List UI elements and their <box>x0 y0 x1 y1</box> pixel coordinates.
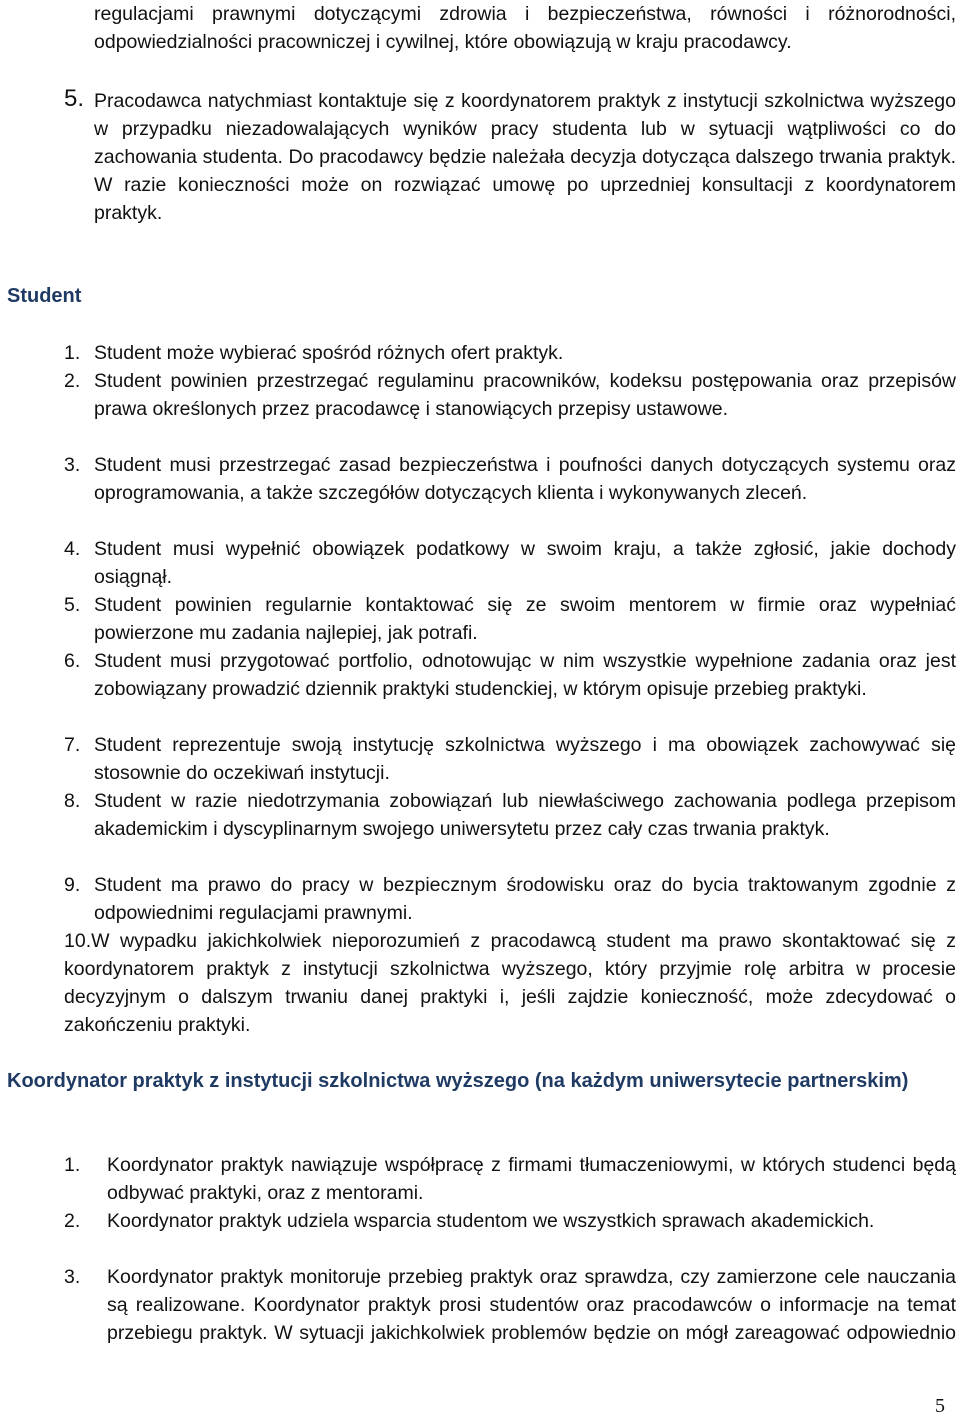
list-item-text: W wypadku jakichkolwiek nieporozumień z pracodawcą student ma prawo skontaktować się z koordynatorem praktyk z instytucji szkolnictwa wyższego, który przyjmie rolę arbitra w procesie decyzyjnym o dalszym trwaniu danej praktyki i, jeśli zajdzie konieczność, może zdecydować o zakończeniu praktyki. <box>64 930 956 1036</box>
list-item-number: 2. <box>64 370 81 392</box>
list-item: Student musi przygotować portfolio, odnotowując w nim wszystkie wypełnione zadania oraz jest zobowiązany prowadzić dziennik praktyki studenckiej, w którym opisuje przebieg praktyki. <box>94 650 956 700</box>
list-item-number: 10. <box>64 930 92 952</box>
list-item: Student może wybierać spośród różnych ofert praktyk. <box>94 342 564 364</box>
employer-item-number: 5. <box>64 85 85 112</box>
list-item: Student w razie niedotrzymania zobowiązań lub niewłaściwego zachowania podlega przepisom akademickim i dyscyplinarnym swojego uniwersytetu przez cały czas trwania praktyk. <box>94 790 956 840</box>
page-number: 5 <box>935 1395 945 1417</box>
list-item-number: 3. <box>64 1266 81 1288</box>
list-item-number: 1. <box>64 1154 81 1176</box>
list-item: Student powinien przestrzegać regulaminu pracowników, kodeksu postępowania oraz przepisów prawa określonych przez pracodawcę i stanowiących przepisy ustawowe. <box>94 370 956 420</box>
list-item-number: 1. <box>64 342 81 364</box>
list-item-number: 6. <box>64 650 81 672</box>
list-item <box>64 927 956 1039</box>
list-item-number: 2. <box>64 1210 81 1232</box>
list-item: Koordynator praktyk monitoruje przebieg praktyk oraz sprawdza, czy zamierzone cele nauczania są realizowane. Koordynator praktyk prosi studentów oraz pracodawców o informacje na temat przebiegu praktyk. W sytuacji jakichkolwiek problemów będzie on mógł zareagować odpowiednio <box>107 1266 956 1344</box>
section-heading-student: Student <box>7 285 82 307</box>
list-item-number: 5. <box>64 594 81 616</box>
list-item: Student musi przestrzegać zasad bezpieczeństwa i poufności danych dotyczących systemu oraz oprogramowania, a także szczegółów dotyczących klienta i wykonywanych zleceń. <box>94 454 956 504</box>
continuation-paragraph: regulacjami prawnymi dotyczącymi zdrowia i bezpieczeństwa, równości i różnorodności, odpowiedzialności pracowniczej i cywilnej, które obowiązują w kraju pracodawcy. <box>94 3 956 53</box>
list-item-number: 8. <box>64 790 81 812</box>
list-item: Student musi wypełnić obowiązek podatkowy w swoim kraju, a także zgłosić, jakie dochody osiągnął. <box>94 538 956 588</box>
list-item-number: 7. <box>64 734 81 756</box>
list-item-number: 3. <box>64 454 81 476</box>
list-item: Koordynator praktyk nawiązuje współpracę z firmami tłumaczeniowymi, w których studenci będą odbywać praktyki, oraz z mentorami. <box>107 1154 956 1204</box>
section-heading-coordinator: Koordynator praktyk z instytucji szkolnictwa wyższego (na każdym uniwersytecie partnerskim) <box>7 1070 909 1092</box>
list-item-number: 4. <box>64 538 81 560</box>
list-item: Student powinien regularnie kontaktować się ze swoim mentorem w firmie oraz wypełniać powierzone mu zadania najlepiej, jak potrafi. <box>94 594 956 644</box>
employer-item-text: Pracodawca natychmiast kontaktuje się z koordynatorem praktyk z instytucji szkolnictwa wyższego w przypadku niezadowalających wyników pracy studenta lub w sytuacji wątpliwości co do zachowania studenta. Do pracodawcy będzie należała decyzja dotycząca dalszego trwania praktyk. W razie konieczności może on rozwiązać umowę po uprzedniej konsultacji z koordynatorem praktyk. <box>94 90 956 224</box>
list-item: Koordynator praktyk udziela wsparcia studentom we wszystkich sprawach akademickich. <box>107 1210 875 1232</box>
list-item: Student reprezentuje swoją instytucję szkolnictwa wyższego i ma obowiązek zachowywać się stosownie do oczekiwań instytucji. <box>94 734 956 784</box>
list-item-number: 9. <box>64 874 81 896</box>
list-item: Student ma prawo do pracy w bezpiecznym środowisku oraz do bycia traktowanym zgodnie z odpowiednimi regulacjami prawnymi. <box>94 874 956 924</box>
